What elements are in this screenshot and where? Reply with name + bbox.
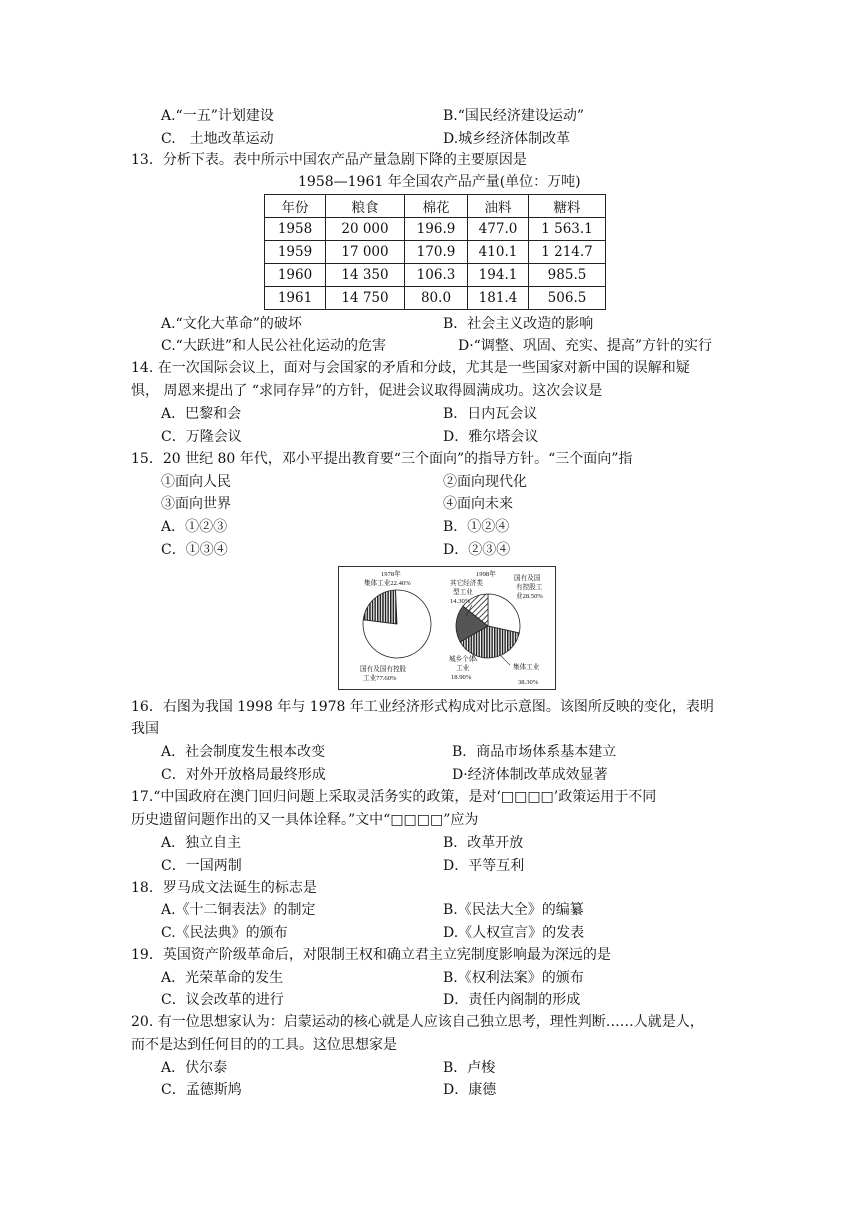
label-1998-collective-line2: 38.30%: [518, 679, 539, 686]
table-cell: 1960: [265, 264, 326, 287]
q13-option-d: D·“调整、巩固、充实、提高”方针的实行: [458, 338, 712, 354]
q20-option-b: B．卢梭: [443, 1060, 496, 1076]
label-1998-individual-line1: 城乡个体: [449, 656, 476, 663]
q20-option-a: A．伏尔泰: [161, 1060, 228, 1076]
table-cell: 17 000: [326, 241, 405, 264]
label-1998-collective-line1: 集体工业: [513, 664, 540, 671]
q15-item-2: ②面向现代化: [443, 474, 527, 490]
label-1998-state-line2: 有控股工: [516, 584, 543, 591]
q19-option-d: D．责任内阁制的形成: [443, 992, 581, 1008]
label-1998-other-line1: 其它经济类: [450, 580, 483, 587]
q16-option-b: B．商品市场体系基本建立: [452, 744, 617, 760]
q17-option-a: A．独立自主: [161, 835, 242, 851]
table-row: [265, 241, 606, 264]
q18-option-b: B.《民法大全》的编纂: [443, 902, 584, 918]
label-1998-individual-line2: 工业: [456, 665, 470, 672]
q14-option-d: D．雅尔塔会议: [443, 429, 539, 445]
label-1978-state-line1: 国有及国有控股: [360, 666, 407, 673]
table-cell: 20 000: [326, 218, 405, 241]
q13-option-a: A.“文化大革命”的破坏: [161, 316, 302, 332]
table-cell: 1958: [265, 218, 326, 241]
q18-option-a: A.《十二铜表法》的制定: [161, 902, 316, 918]
q14-option-b: B．日内瓦会议: [443, 406, 538, 422]
q16-stem-line2: 我国: [131, 721, 159, 737]
q15-item-4: ④面向未来: [443, 496, 513, 512]
q14-stem-line2: 惧， 周恩来提出了 “求同存异”的方针，促进会议取得圆满成功。这次会议是: [131, 383, 603, 399]
q15-stem: 15．20 世纪 80 年代，邓小平提出教育要“三个面向”的指导方针。“三个面向”指: [131, 451, 633, 467]
header-cell: 棉花: [405, 195, 468, 218]
table-cell: 181.4: [468, 287, 529, 310]
table-cell: 1961: [265, 287, 326, 310]
q13-table-title: 1958—1961 年全国农产品产量(单位：万吨): [298, 174, 581, 190]
q18-stem: 18．罗马成文法诞生的标志是: [131, 880, 317, 896]
header-cell: 油料: [468, 195, 529, 218]
q17-option-b: B．改革开放: [443, 835, 524, 851]
label-1978-collective: 集体工业22.40%: [364, 580, 411, 587]
q20-option-c: C．孟德斯鸠: [161, 1082, 242, 1098]
q12-option-a: A.“一五”计划建设: [161, 108, 274, 124]
table-row: [265, 287, 606, 310]
q18-option-d: D.《人权宣言》的发表: [443, 925, 585, 941]
table-cell: 410.1: [468, 241, 529, 264]
table-cell: 14 350: [326, 264, 405, 287]
q14-stem-line1: 14. 在一次国际会议上，面对与会国家的矛盾和分歧，尤其是一些国家对新中国的误解和疑: [131, 360, 690, 376]
pie-1978: [363, 590, 431, 658]
table-header-row: [265, 195, 606, 218]
q17-option-d: D．平等互利: [443, 858, 525, 874]
q17-stem-line1: 17.“中国政府在澳门回归问题上采取灵活务实的政策，是对‘□□□□’政策运用于不同: [131, 789, 657, 805]
q13-option-c: C.“大跃进”和人民公社化运动的危害: [161, 338, 386, 354]
q12-option-c: C. 土地改革运动: [161, 131, 274, 147]
table-cell: 1959: [265, 241, 326, 264]
table-cell: 477.0: [468, 218, 529, 241]
q14-option-a: A．巴黎和会: [161, 406, 242, 422]
q15-option-a: A．①②③: [161, 519, 228, 535]
label-1998-year: 1998年: [476, 571, 496, 578]
q17-option-c: C．一国两制: [161, 858, 242, 874]
q19-option-c: C．议会改革的进行: [161, 992, 284, 1008]
q20-stem-line2: 而不是达到任何目的的工具。这位思想家是: [131, 1037, 397, 1053]
table-cell: 170.9: [405, 241, 468, 264]
table-cell: 106.3: [405, 264, 468, 287]
header-cell: 糖料: [529, 195, 606, 218]
table-row: [265, 218, 606, 241]
industry-composition-chart: [338, 566, 556, 690]
q15-item-3: ③面向世界: [161, 496, 231, 512]
table-cell: 1 214.7: [529, 241, 606, 264]
label-1998-other-line3: 14.30%: [450, 598, 471, 605]
table-cell: 194.1: [468, 264, 529, 287]
q13-option-b: B．社会主义改造的影响: [443, 316, 594, 332]
table-cell: 985.5: [529, 264, 606, 287]
q15-option-c: C．①③④: [161, 542, 228, 558]
q16-option-d: D·经济体制改革成效显著: [452, 767, 608, 783]
table-cell: 196.9: [405, 218, 468, 241]
q15-option-d: D．②③④: [443, 542, 511, 558]
q16-stem-line1: 16．右图为我国 1998 年与 1978 年工业经济形式构成对比示意图。该图所反映的变化，表明: [131, 699, 714, 715]
q15-item-1: ①面向人民: [161, 474, 231, 490]
label-1998-state-line1: 国有及国: [514, 575, 541, 582]
q20-option-d: D．康德: [443, 1082, 497, 1098]
q17-stem-line2: 历史遗留问题作出的又一具体诠释。”文中“□□□□”应为: [131, 812, 479, 828]
q19-option-b: B.《权利法案》的颁布: [443, 970, 584, 986]
label-1978-state-line2: 工业77.60%: [363, 675, 397, 682]
table-cell: 506.5: [529, 287, 606, 310]
q16-option-a: A．社会制度发生根本改变: [161, 744, 326, 760]
q20-stem-line1: 20. 有一位思想家认为：启蒙运动的核心就是人应该自己独立思考，理性判断……人就是人，: [131, 1014, 704, 1030]
q19-option-a: A．光荣革命的发生: [161, 970, 284, 986]
label-1998-state-line3: 业28.50%: [516, 593, 543, 600]
q12-option-b: B.“国民经济建设运动”: [443, 108, 585, 124]
q12-option-d: D.城乡经济体制改革: [443, 131, 571, 147]
label-1978-year: 1978年: [381, 571, 401, 578]
table-cell: 1 563.1: [529, 218, 606, 241]
q16-option-c: C．对外开放格局最终形成: [161, 767, 326, 783]
table-row: [265, 264, 606, 287]
table-cell: 80.0: [405, 287, 468, 310]
label-1998-individual-line3: 18.90%: [451, 674, 472, 681]
q19-stem: 19．英国资产阶级革命后，对限制王权和确立君主立宪制度影响最为深远的是: [131, 947, 611, 963]
q18-option-c: C.《民法典》的颁布: [161, 925, 288, 941]
label-1998-other-line2: 型工业: [453, 589, 473, 596]
table-cell: 14 750: [326, 287, 405, 310]
header-cell: 粮食: [326, 195, 405, 218]
q14-option-c: C．万隆会议: [161, 429, 242, 445]
q15-option-b: B．①②④: [443, 519, 510, 535]
production-table: [264, 194, 606, 310]
q13-stem: 13．分析下表。表中所示中国农产品产量急剧下降的主要原因是: [131, 152, 527, 168]
header-cell: 年份: [265, 195, 326, 218]
